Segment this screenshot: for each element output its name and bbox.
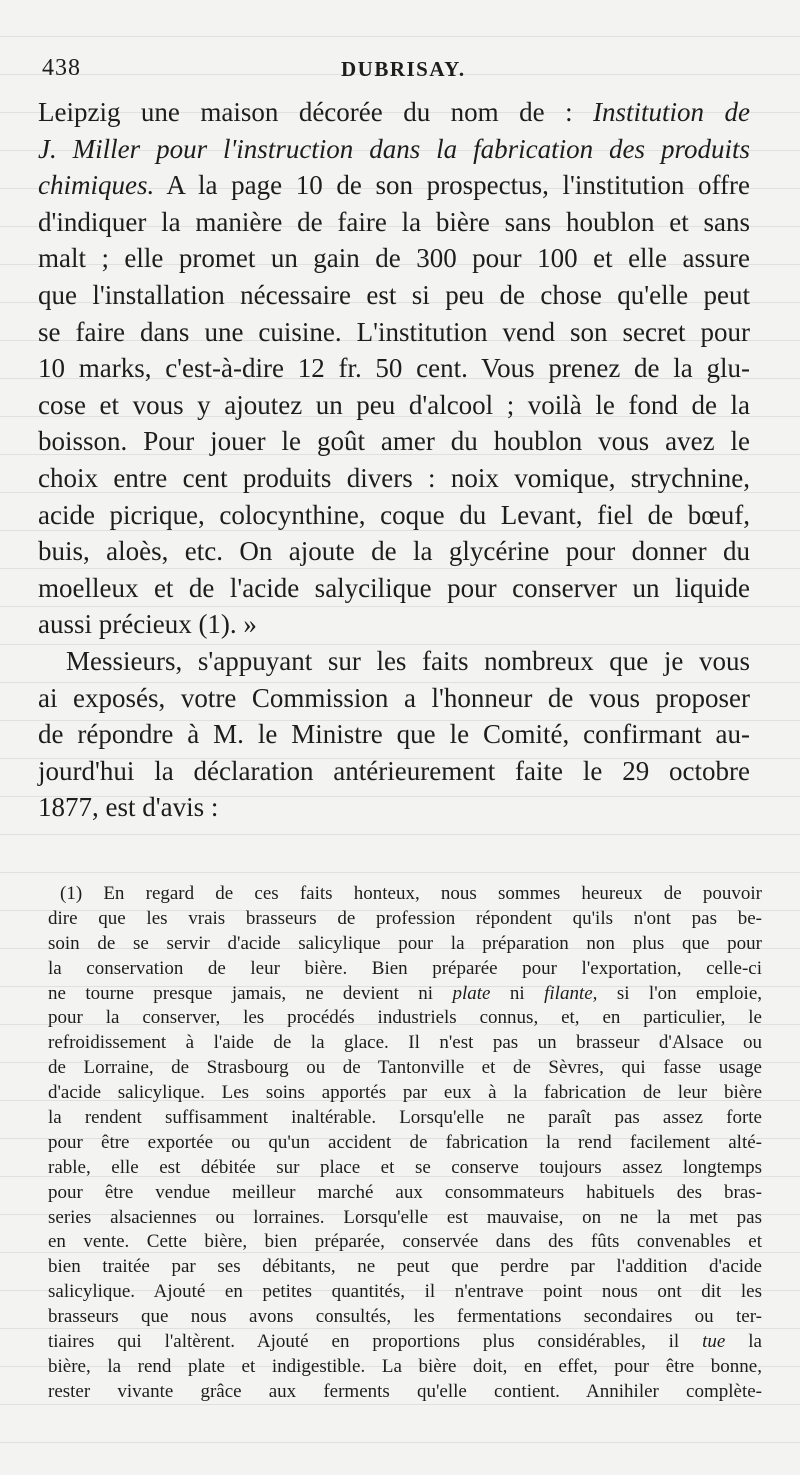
main-line: se faire dans une cuisine. L'institution vend son secret pour xyxy=(38,316,750,347)
running-head: DUBRISAY. xyxy=(341,57,466,81)
footnote-line: la conservation de leur bière. Bien préparée pour l'exportation, celle-ci xyxy=(48,957,762,979)
footnote-line: series alsaciennes ou lorraines. Lorsqu'elle est mauvaise, on ne la met pas xyxy=(48,1206,762,1228)
main-line: cose et vous y ajoutez un peu d'alcool ; voilà le fond de la xyxy=(38,389,750,420)
page-number: 438 xyxy=(42,55,81,81)
main-line: moelleux et de l'acide salycilique pour conserver un liquide xyxy=(38,572,750,603)
main-line: 1877, est d'avis : xyxy=(38,792,219,823)
main-line: acide picrique, colocynthine, coque du Levant, fiel de bœuf, xyxy=(38,499,750,530)
main-line: d'indiquer la manière de faire la bière sans houblon et sans xyxy=(38,206,750,237)
main-line: de répondre à M. le Ministre que le Comité, confirmant au- xyxy=(38,719,750,750)
footnote-line: pour être vendue meilleur marché aux consommateurs habituels des bras- xyxy=(48,1181,762,1203)
main-line: boisson. Pour jouer le goût amer du houblon vous avez le xyxy=(38,426,750,457)
main-line: buis, aloès, etc. On ajoute de la glycérine pour donner du xyxy=(38,536,750,567)
footnote-line: tiaires qui l'altèrent. Ajouté en proportions plus considérables, il tue la xyxy=(48,1331,762,1353)
footnote-line: pour être exportée ou qu'un accident de fabrication la rend facilement alté- xyxy=(48,1131,762,1153)
footnote-line: bien traitée par ses débitants, ne peut que perdre par l'addition d'acide xyxy=(48,1256,762,1278)
main-line: J. Miller pour l'instruction dans la fabrication des produits xyxy=(38,133,750,164)
main-text-block xyxy=(38,94,750,826)
footnote-block xyxy=(48,882,762,1405)
footnote-line: brasseurs que nous avons consultés, les fermentations secondaires ou ter- xyxy=(48,1306,762,1328)
main-line: Leipzig une maison décorée du nom de : Institution de xyxy=(38,97,750,127)
footnote-line: soin de se servir d'acide salicylique pour la préparation non plus que pour xyxy=(48,932,762,954)
footnote-line: rester vivante grâce aux ferments qu'elle contient. Annihiler complète- xyxy=(48,1380,762,1402)
main-line: jourd'hui la déclaration antérieurement faite le 29 octobre xyxy=(38,755,750,786)
main-line: que l'installation nécessaire est si peu de chose qu'elle peut xyxy=(38,279,750,310)
page-header xyxy=(42,55,762,87)
footnote-line: salicylique. Ajouté en petites quantités, il n'entrave point nous ont dit les xyxy=(48,1281,762,1303)
footnote-line: d'acide salicylique. Les soins apportés par eux à la fabrication de leur bière xyxy=(48,1082,762,1104)
main-line: choix entre cent produits divers : noix vomique, strychnine, xyxy=(38,462,750,493)
footnote-line: (1) En regard de ces faits honteux, nous sommes heureux de pouvoir xyxy=(60,883,762,904)
main-line: malt ; elle promet un gain de 300 pour 100 et elle assure xyxy=(38,243,750,274)
footnote-line: bière, la rend plate et indigestible. La bière doit, en effet, pour être bonne, xyxy=(48,1355,762,1377)
footnote-line: ne tourne presque jamais, ne devient ni plate ni filante, si l'on emploie, xyxy=(48,982,763,1004)
main-line: ai exposés, votre Commission a l'honneur de vous proposer xyxy=(38,682,750,713)
footnote-line: en vente. Cette bière, bien préparée, conservée dans des fûts convenables et xyxy=(48,1231,762,1253)
main-line: Messieurs, s'appuyant sur les faits nombreux que je vous xyxy=(66,645,750,676)
footnote-line: de Lorraine, de Strasbourg ou de Tantonville et de Sèvres, qui fasse usage xyxy=(48,1057,762,1079)
main-line: aussi précieux (1). » xyxy=(38,609,257,640)
main-line: 10 marks, c'est-à-dire 12 fr. 50 cent. Vous prenez de la glu- xyxy=(38,353,750,384)
main-line: chimiques. A la page 10 de son prospectus, l'institution offre xyxy=(38,170,750,201)
footnote-line: pour la conserver, les procédés industriels connus, et, en particulier, le xyxy=(48,1007,762,1029)
footnote-line: rable, elle est débitée sur place et se conserve toujours assez longtemps xyxy=(48,1156,762,1178)
footnote-line: dire que les vrais brasseurs de profession répondent qu'ils n'ont pas be- xyxy=(48,907,762,929)
footnote-line: refroidissement à l'aide de la glace. Il n'est pas un brasseur d'Alsace ou xyxy=(48,1032,762,1054)
footnote-line: la rendent suffisamment inaltérable. Lorsqu'elle ne paraît pas assez forte xyxy=(48,1107,762,1129)
